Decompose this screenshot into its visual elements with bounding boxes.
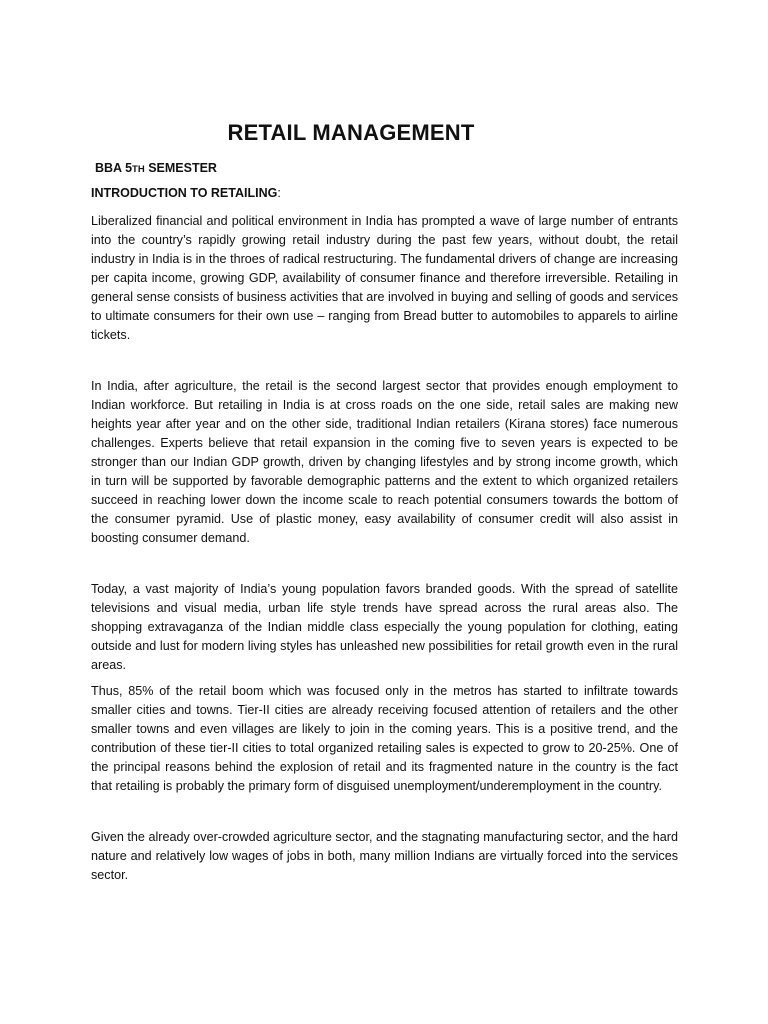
body-text [91, 212, 678, 885]
paragraph-4: Thus, 85% of the retail boom which was focused only in the metros has started to infiltrate towards smaller cities and towns. Tier-II cities are already receiving focused attention of retailers and the other smaller towns and even villages are likely to join in the coming years. This is a positive trend, and the contribution of these tier-II cities to total organized retailing sales is expected to grow to 20-25%. One of the principal reasons behind the explosion of retail and its fragmented nature in the country is the fact that retailing is probably the primary form of disguised unemployment/underemployment in the country. [91, 684, 678, 793]
paragraph-5: Given the already over-crowded agriculture sector, and the stagnating manufacturing sector, and the hard nature and relatively low wages of jobs in both, many million Indians are virtually forced into the services sector. [91, 830, 678, 882]
section-heading [91, 186, 281, 200]
section-heading-colon: : [277, 186, 281, 200]
semester-prefix: BBA 5 [95, 161, 133, 175]
semester-ordinal-suffix: TH [132, 164, 145, 175]
paragraph-1: Liberalized financial and political environment in India has prompted a wave of large number of entrants into the country’s rapidly growing retail industry during the past few years, without doubt, the retail industry in India is in the throes of radical restructuring. The fundamental drivers of change are increasing per capita income, growing GDP, availability of consumer finance and therefore irreversible. Retailing in general sense consists of business activities that are involved in buying and selling of goods and services to ultimate consumers for their own use – ranging from Bread butter to automobiles to apparels to airline tickets. [91, 214, 678, 342]
semester-rest: SEMESTER [144, 161, 217, 175]
document-title: RETAIL MANAGEMENT [227, 120, 475, 145]
paragraph-2: In India, after agriculture, the retail is the second largest sector that provides enough employment to Indian workforce. But retailing in India is at cross roads on the one side, retail sales are making new heights year after year and on the other side, traditional Indian retailers (Kirana stores) face numerous challenges. Experts believe that retail expansion in the coming five to seven years is expected to be stronger than our Indian GDP growth, driven by changing lifestyles and by strong income growth, which in turn will be supported by favorable demographic patterns and the extent to which organized retailers succeed in reaching lower down the income scale to reach potential consumers towards the bottom of the consumer pyramid. Use of plastic money, easy availability of consumer credit will also assist in boosting consumer demand. [91, 379, 678, 545]
section-heading-text: INTRODUCTION TO RETAILING [91, 186, 278, 200]
paragraph-3: Today, a vast majority of India’s young population favors branded goods. With the spread of satellite televisions and visual media, urban life style trends have spread across the rural areas also. The shopping extravaganza of the Indian middle class especially the young population for clothing, eating outside and lust for modern living styles has unleashed new possibilities for retail growth even in the rural areas. [91, 582, 678, 672]
semester-line [95, 161, 217, 175]
